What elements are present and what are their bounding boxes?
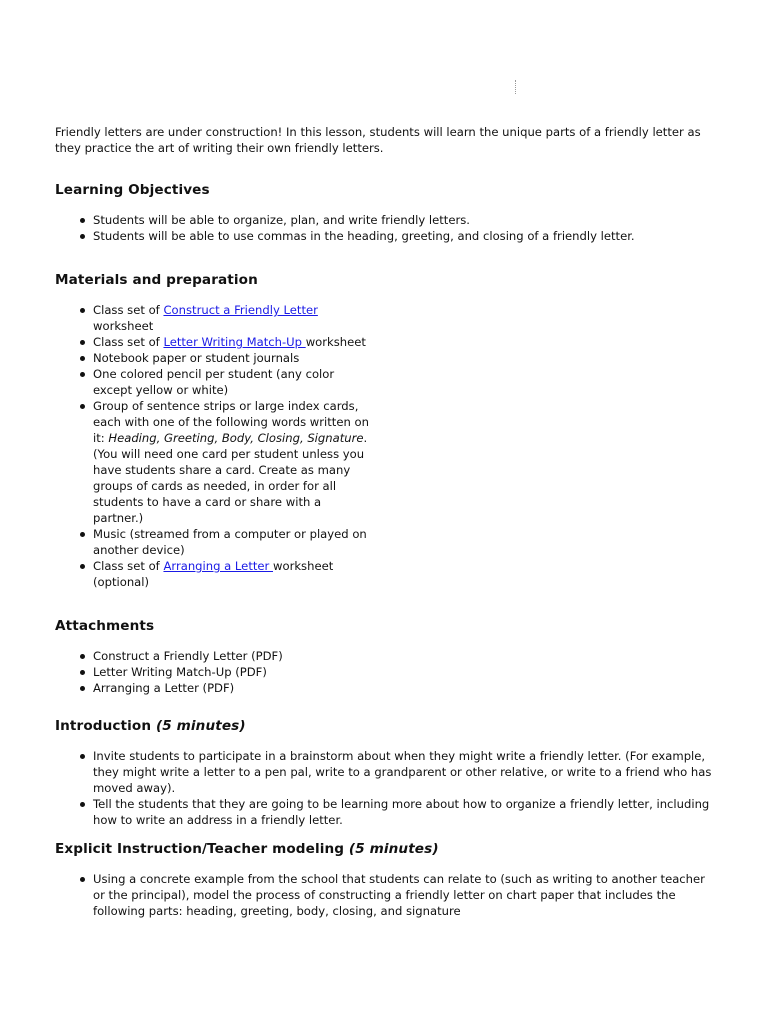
list-item: Class set of Letter Writing Match-Up worksheet <box>93 334 373 350</box>
attachments-list <box>55 648 715 696</box>
decorative-dots <box>515 80 518 94</box>
arranging-a-letter-link[interactable]: Arranging a Letter <box>163 559 273 573</box>
list-item: Tell the students that they are going to be learning more about how to organize a friendly letter, including how to write an address in a friendly letter. <box>93 796 715 828</box>
list-item: Students will be able to organize, plan, and write friendly letters. <box>93 212 715 228</box>
objectives-list <box>55 212 715 244</box>
list-item: Music (streamed from a computer or played on another device) <box>93 526 373 558</box>
attachment-item[interactable]: Construct a Friendly Letter (PDF) <box>93 648 715 664</box>
explicit-instruction-heading: Explicit Instruction/Teacher modeling (5 minutes) <box>55 841 439 857</box>
letter-writing-match-up-link[interactable]: Letter Writing Match-Up <box>163 335 306 349</box>
objectives-heading: Learning Objectives <box>55 182 210 198</box>
materials-list <box>55 302 373 590</box>
list-item: One colored pencil per student (any color except yellow or white) <box>93 366 373 398</box>
attachment-item[interactable]: Arranging a Letter (PDF) <box>93 680 715 696</box>
list-item: Notebook paper or student journals <box>93 350 373 366</box>
list-item: Group of sentence strips or large index cards, each with one of the following words written on it: Heading, Greeting, Body, Closing, Signature. (You will need one card per student unless you have students share a card. Create as many groups of cards as needed, in order for all students to have a card or share with a partner.) <box>93 398 373 526</box>
list-item: Students will be able to use commas in the heading, greeting, and closing of a friendly letter. <box>93 228 715 244</box>
list-item: Class set of Arranging a Letter worksheet (optional) <box>93 558 373 590</box>
list-item: Invite students to participate in a brainstorm about when they might write a friendly letter. (For example, they might write a letter to a pen pal, write to a grandparent or other relative, or write to a friend who has moved away). <box>93 748 715 796</box>
list-item: Using a concrete example from the school that students can relate to (such as writing to another teacher or the principal), model the process of constructing a friendly letter on chart paper that includes the following parts: heading, greeting, body, closing, and signature <box>93 871 715 919</box>
attachments-heading: Attachments <box>55 618 155 634</box>
introduction-heading: Introduction (5 minutes) <box>55 718 246 734</box>
introduction-list <box>55 748 715 828</box>
construct-friendly-letter-link[interactable]: Construct a Friendly Letter <box>163 303 318 317</box>
materials-heading: Materials and preparation <box>55 272 258 288</box>
list-item: Class set of Construct a Friendly Letter worksheet <box>93 302 373 334</box>
intro-paragraph: Friendly letters are under construction! In this lesson, students will learn the unique parts of a friendly letter as they practice the art of writing their own friendly letters. <box>55 125 701 155</box>
explicit-instruction-list <box>55 871 715 919</box>
attachment-item[interactable]: Letter Writing Match-Up (PDF) <box>93 664 715 680</box>
